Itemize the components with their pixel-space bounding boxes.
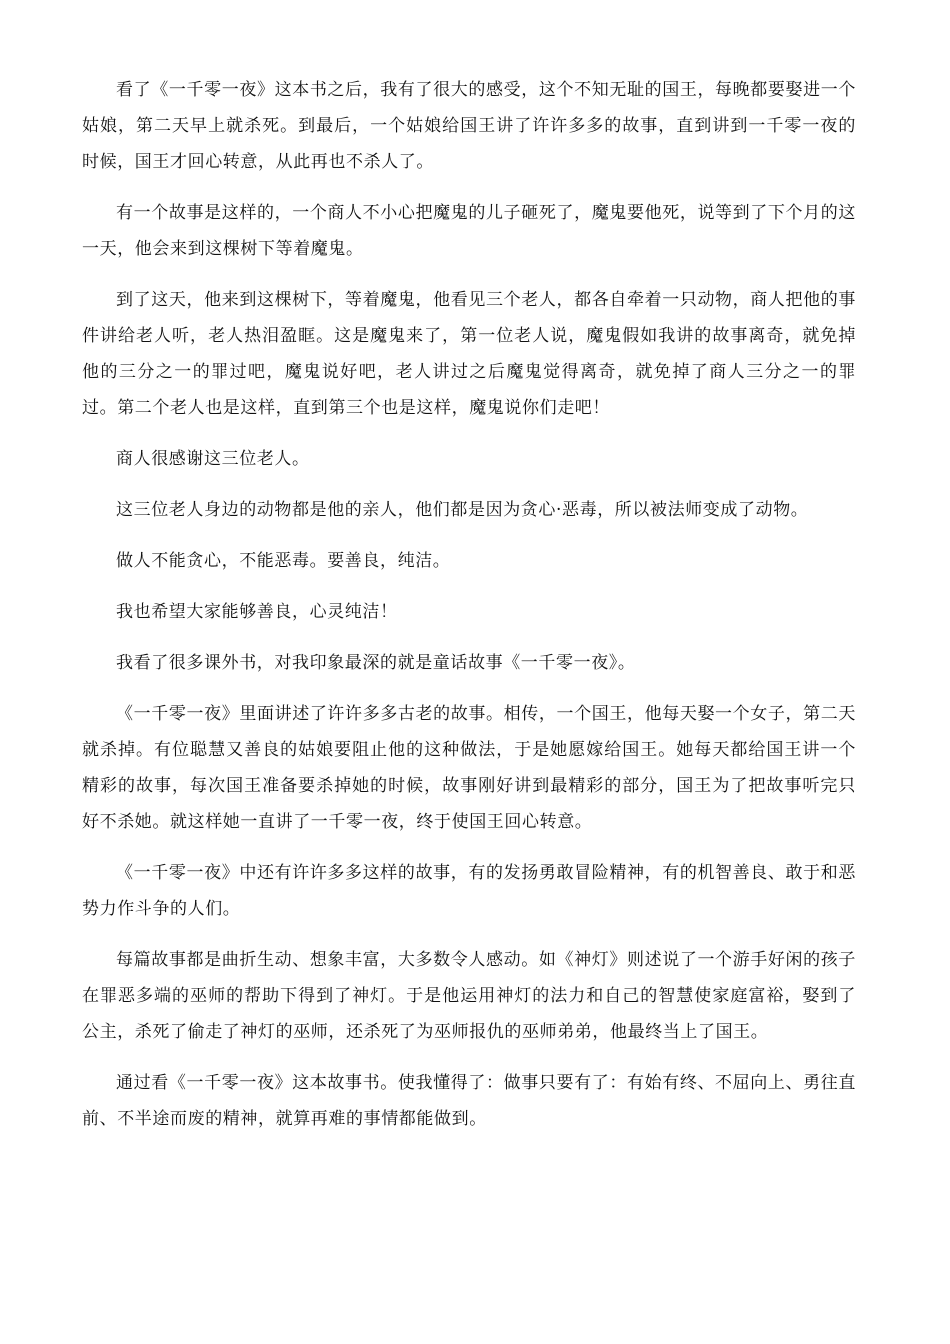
paragraph: 《一千零一夜》中还有许许多多这样的故事，有的发扬勇敢冒险精神，有的机智善良、敢于和恶势力作斗争的人们。 [82,863,856,919]
paragraph: 《一千零一夜》里面讲述了许许多多古老的故事。相传，一个国王，他每天娶一个女子，第二天就杀掉。有位聪慧又善良的姑娘要阻止他的这种做法，于是她愿嫁给国王。她每天都给国王讲一个精彩的故事，每次国王准备要杀掉她的时候，故事刚好讲到最精彩的部分，国王为了把故事听完只好不杀她。就这样她一直讲了一千零一夜，终于使国王回心转意。 [82,704,856,832]
paragraph: 这三位老人身边的动物都是他的亲人，他们都是因为贪心·恶毒，所以被法师变成了动物。 [116,500,809,520]
paragraph: 做人不能贪心，不能恶毒。要善良，纯洁。 [116,551,451,571]
paragraph: 通过看《一千零一夜》这本故事书。使我懂得了：做事只要有了：有始有终、不屈向上、勇往直前、不半途而废的精神，就算再难的事情都能做到。 [82,1073,856,1129]
paragraph: 我也希望大家能够善良，心灵纯洁！ [116,602,398,622]
paragraph: 看了《一千零一夜》这本书之后，我有了很大的感受，这个不知无耻的国王，每晚都要娶进一个姑娘，第二天早上就杀死。到最后，一个姑娘给国王讲了许许多多的故事，直到讲到一千零一夜的时候，国王才回心转意，从此再也不杀人了。 [82,80,856,172]
paragraph: 我看了很多课外书，对我印象最深的就是童话故事《一千零一夜》。 [116,653,636,673]
paragraph: 每篇故事都是曲折生动、想象丰富，大多数令人感动。如《神灯》则述说了一个游手好闲的孩子在罪恶多端的巫师的帮助下得到了神灯。于是他运用神灯的法力和自己的智慧使家庭富裕，娶到了公主，杀死了偷走了神灯的巫师，还杀死了为巫师报仇的巫师弟弟，他最终当上了国王。 [82,950,856,1042]
paragraph: 有一个故事是这样的，一个商人不小心把魔鬼的儿子砸死了，魔鬼要他死，说等到了下个月的这一天，他会来到这棵树下等着魔鬼。 [82,203,856,259]
paragraph: 到了这天，他来到这棵树下，等着魔鬼，他看见三个老人，都各自牵着一只动物，商人把他的事件讲给老人听，老人热泪盈眶。这是魔鬼来了，第一位老人说，魔鬼假如我讲的故事离奇，就免掉他的三分之一的罪过吧，魔鬼说好吧，老人讲过之后魔鬼觉得离奇，就免掉了商人三分之一的罪过。第二个老人也是这样，直到第三个也是这样，魔鬼说你们走吧！ [82,290,856,418]
document-body [82,72,856,1152]
paragraph: 商人很感谢这三位老人。 [116,449,310,469]
